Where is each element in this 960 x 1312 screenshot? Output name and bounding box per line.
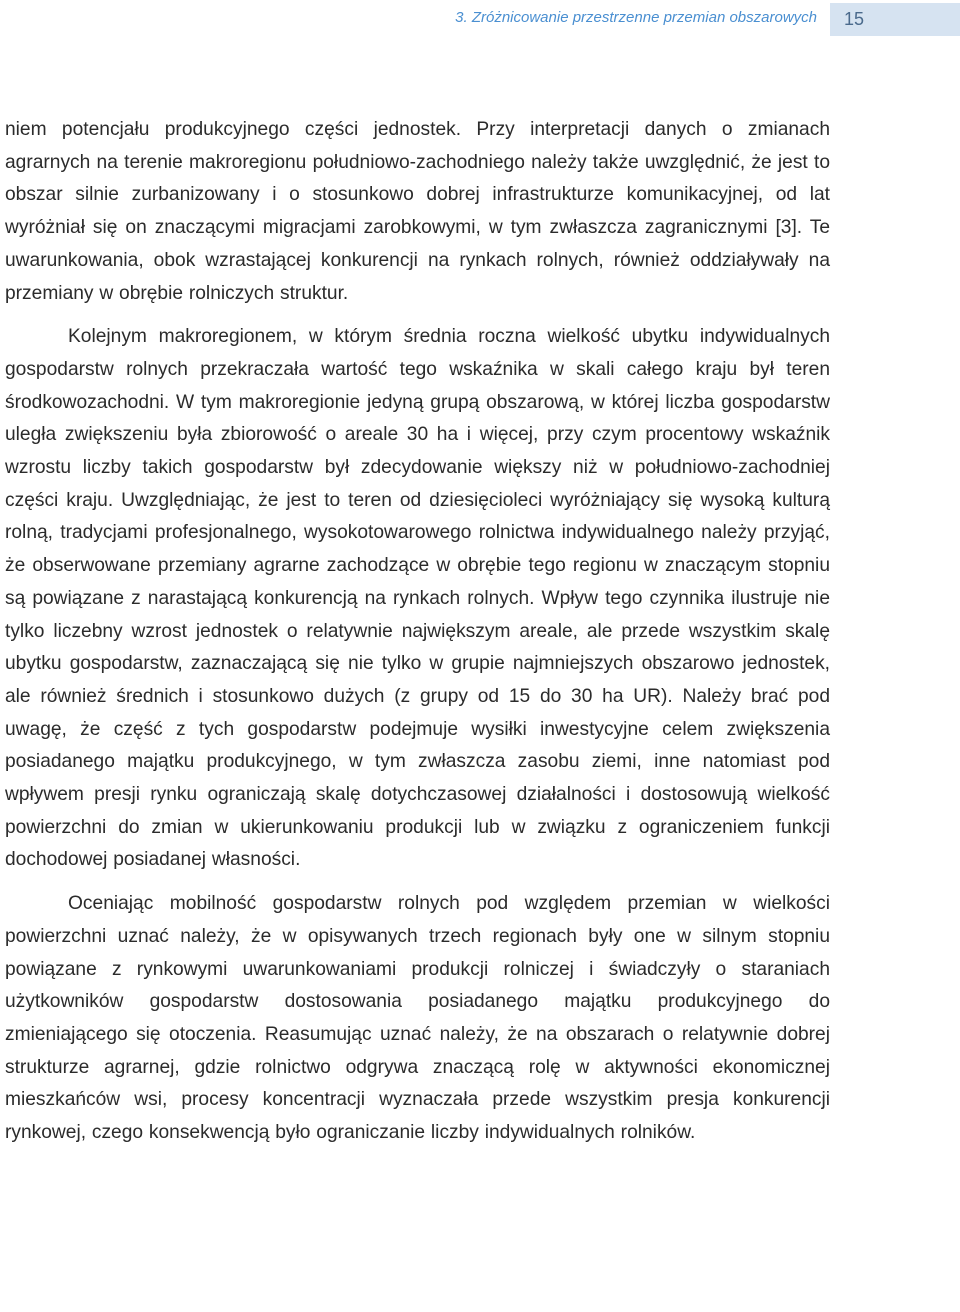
page-number: 15 — [830, 3, 960, 36]
paragraph-2: Kolejnym makroregionem, w którym średnia roczna wielkość ubytku indywidualnych gospodarstw rolnych przekraczała wartość tego wskaźnika w skali całego kraju był teren środkowozachodni. W tym makroregionie jedyną grupą obszarową, w której liczba gospodarstw uległa zwiększeniu była zbiorowość o areale 30 ha i więcej, przy czym procentowy wskaźnik wzrostu liczby takich gospodarstw był zdecydowanie większy niż w południowo-zachodniej części kraju. Uwzględniając, że jest to teren od dziesięcioleci wyróżniający się wysoką kulturą rolną, tradycjami profesjonalnego, wysokotowarowego rolnictwa indywidualnego należy przyjąć, że obserwowane przemiany agrarne zachodzące w obrębie tego regionu w znaczącym stopniu są powiązane z narastającą konkurencją na rynkach rolnych. Wpływ tego czynnika ilustruje nie tylko liczebny wzrost jednostek o relatywnie największym areale, ale przede wszystkim skalę ubytku gospodarstw, zaznaczającą się nie tylko w grupie najmniejszych obszarowo jednostek, ale również średnich i stosunkowo dużych (z grupy od 15 do 30 ha UR). Należy brać pod uwagę, że część z tych gospodarstw podejmuje wysiłki inwestycyjne celem zwiększenia posiadanego majątku produkcyjnego, w tym zwłaszcza zasobu ziemi, inne natomiast pod wpływem presji rynku ograniczają skalę dotychczasowej działalności i dostosowują wielkość powierzchni do zmian w ukierunkowaniu produkcji lub w związku z ograniczeniem funkcji dochodowej posiadanej własności. — [5, 326, 830, 871]
body-text — [5, 114, 830, 1150]
paragraph-1: niem potencjału produkcyjnego części jednostek. Przy interpretacji danych o zmianach agrarnych na terenie makroregionu południowo-zachodniego należy także uwzględnić, że jest to obszar silnie zurbanizowany i o stosunkowo dobrej infrastrukturze komunikacyjnej, od lat wyróżniał się on znaczącymi migracjami zarobkowymi, w tym zwłaszcza zagranicznymi [3]. Te uwarunkowania, obok wzrastającej konkurencji na rynkach rolnych, również oddziaływały na przemiany w obrębie rolniczych struktur. — [5, 119, 830, 304]
page-header — [0, 0, 960, 40]
chapter-title: 3. Zróżnicowanie przestrzenne przemian obszarowych — [455, 9, 817, 26]
paragraph-3: Oceniając mobilność gospodarstw rolnych pod względem przemian w wielkości powierzchni uznać należy, że w opisywanych trzech regionach były one w silnym stopniu powiązane z rynkowymi uwarunkowaniami produkcji rolniczej i świadczyły o staraniach użytkowników gospodarstw dostosowania posiadanego majątku produkcyjnego do zmieniającego się otoczenia. Reasumując uznać należy, że na obszarach o relatywnie dobrej strukturze agrarnej, gdzie rolnictwo odgrywa znaczącą rolę w aktywności ekonomicznej mieszkańców wsi, procesy koncentracji wyznaczała przede wszystkim presja konkurencji rynkowej, czego konsekwencją było ograniczanie liczby indywidualnych rolników. — [5, 893, 830, 1144]
